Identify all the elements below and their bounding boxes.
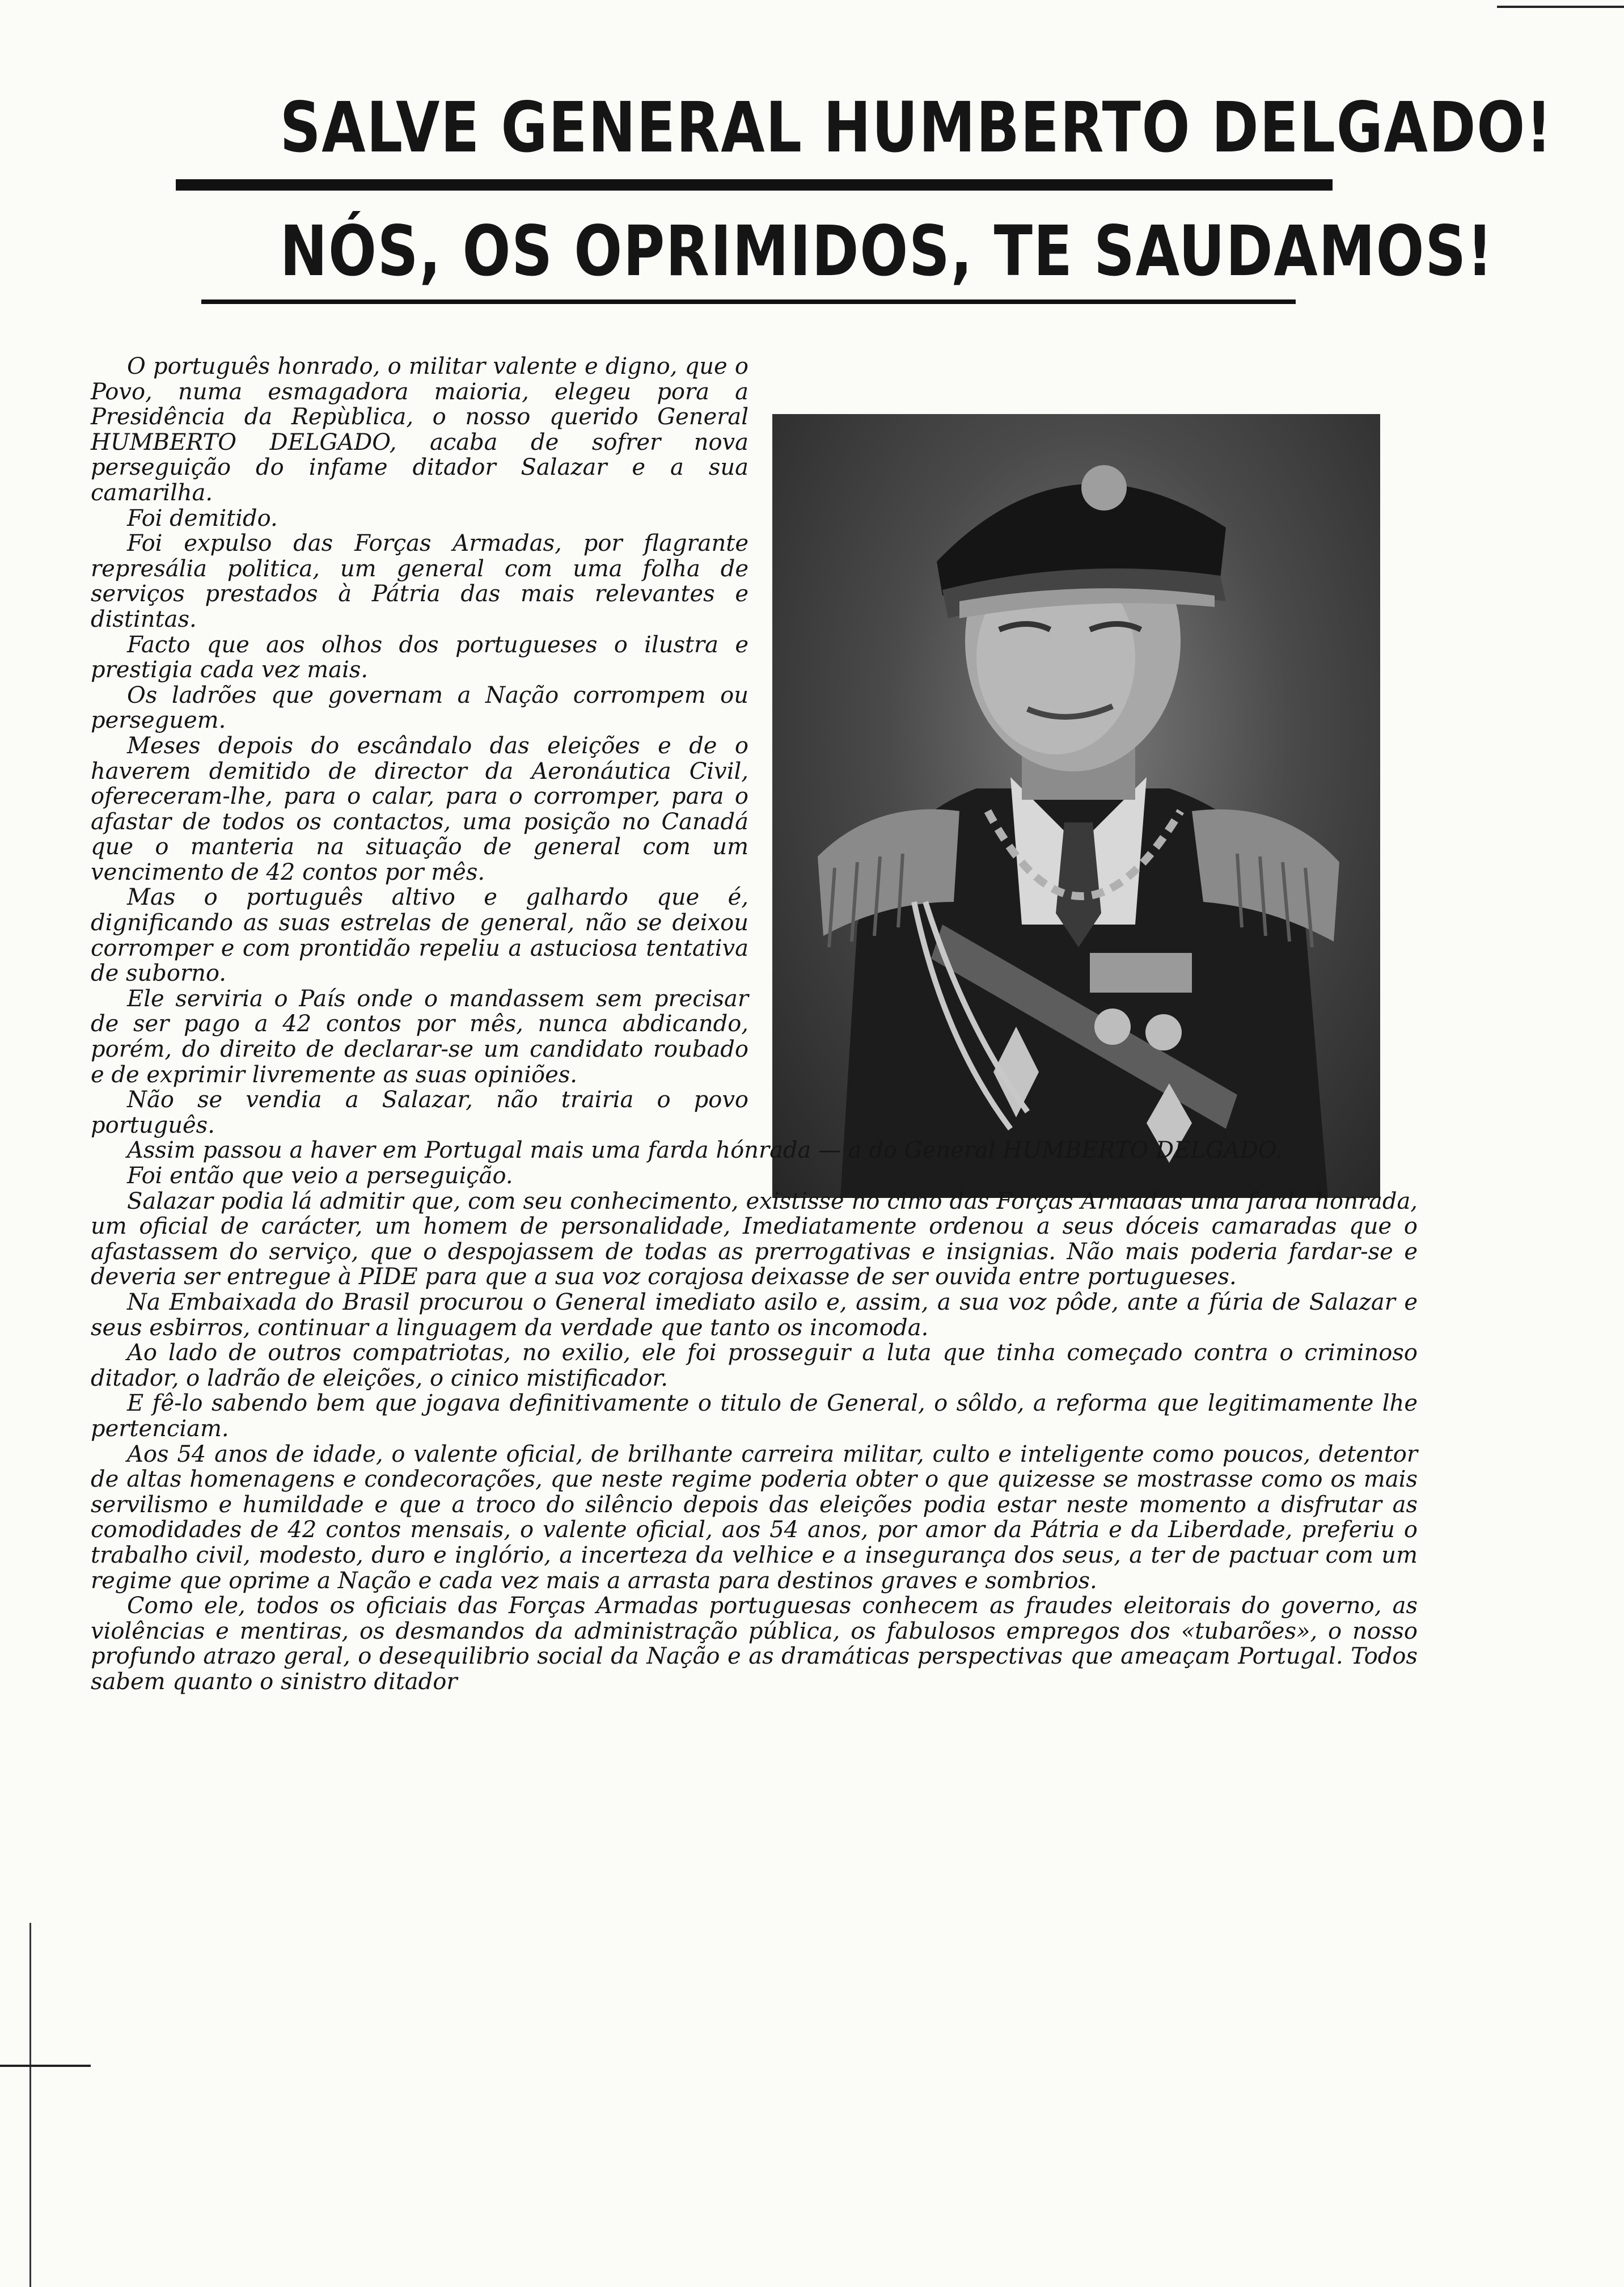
scan-edge-tick <box>0 2065 91 2067</box>
paragraph: O português honrado, o militar valente e digno, que o Povo, numa esmagadora maioria, elegeu pora a Presidência da Repùblica, o nosso querido General HUMBERTO DELGADO, acaba de sofrer nova perseguição do infame ditador Salazar e a sua camarilha. <box>91 353 748 506</box>
paragraph: Assim passou a haver em Portugal mais uma farda hónrada — a do General HUMBERTO DELGADO. <box>127 1137 1283 1164</box>
paragraph: Ele serviria o País onde o mandassem sem precisar de ser pago a 42 contos por mês, nunca abdicando, porém, do direito de declarar-se um candidato roubado e de exprimir livremente as suas opiniões. <box>91 985 748 1088</box>
paragraph: Mas o português altivo e galhardo que é, dignificando as suas estrelas de general, não se deixou corromper e com prontidão repeliu a astuciosa tentativa de suborno. <box>91 884 748 987</box>
article-body <box>91 354 1418 1694</box>
paragraph: Não se vendia a Salazar, não trairia o povo português. <box>91 1087 748 1138</box>
headline: SALVE GENERAL HUMBERTO DELGADO! <box>280 87 1553 168</box>
paragraph: Foi expulso das Forças Armadas, por flagrante represália politica, um general com uma folha de serviços prestados à Pátria das mais relevantes e distintas. <box>91 530 748 632</box>
paragraph: Na Embaixada do Brasil procurou o General imediato asilo e, assim, a sua voz pôde, ante a fúria de Salazar e seus esbirros, continuar a linguagem da verdade que tanto os incomoda. <box>91 1289 1418 1341</box>
scan-edge-top <box>1497 6 1624 8</box>
paragraph: E fê-lo sabendo bem que jogava definitivamente o titulo de General, o sôldo, a reforma que legitimamente lhe pertenciam. <box>91 1390 1418 1442</box>
paragraph: Os ladrões que governam a Nação corrompem ou perseguem. <box>91 682 748 734</box>
paragraph: Facto que aos olhos dos portugueses o ilustra e prestigia cada vez mais. <box>91 631 748 683</box>
paragraph: Foi demitido. <box>127 505 278 531</box>
paragraph: Foi então que veio a perseguição. <box>127 1163 513 1189</box>
headline-rule <box>176 179 1333 191</box>
subheadline-rule <box>201 299 1296 304</box>
paragraph: Aos 54 anos de idade, o valente oficial, de brilhante carreira militar, culto e inteligente como poucos, detentor de altas homenagens e condecorações, que neste regime poderia obter o que quizesse se mostrasse como os mais servilismo e humildade e que a troco do silêncio depois das eleições podia estar neste momento a disfrutar as comodidades de 42 contos mensais, o valente oficial, aos 54 anos, por amor da Pátria e da Liberdade, preferiu o trabalho civil, modesto, duro e inglório, a incerteza da velhice e a insegurança dos seus, a ter de pactuar com um regime que oprime a Nação e cada vez mais a arrasta para destinos graves e sombrios. <box>91 1441 1418 1594</box>
scan-edge-left <box>29 1923 31 2287</box>
paragraph: Como ele, todos os oficiais das Forças Armadas portuguesas conhecem as fraudes eleitorais do governo, as violências e mentiras, os desmandos da administração pública, os fabulosos empregos dos «tubarões», o nosso profundo atrazo geral, o desequilibrio social da Nação e as dramáticas perspectivas que ameaçam Portugal. Todos sabem quanto o sinistro ditador <box>91 1593 1418 1695</box>
paragraph: Meses depois do escândalo das eleições e de o haverem demitido de director da Aeronáutica Civil, ofereceram-lhe, para o calar, para o corromper, para o afastar de todos os contactos, uma posição no Canadá que o manteria na situação de general com um vencimento de 42 contos por mês. <box>91 732 748 885</box>
subheadline: NÓS, OS OPRIMIDOS, TE SAUDAMOS! <box>280 211 1494 292</box>
paragraph: Ao lado de outros compatriotas, no exilio, ele foi prosseguir a luta que tinha começado contra o criminoso ditador, o ladrão de eleições, o cinico mistificador. <box>91 1340 1418 1391</box>
paragraph: Salazar podia lá admitir que, com seu conhecimento, existisse no cimo das Forças Armadas uma farda honrada, um oficial de carácter, um homem de personalidade, Imediatamente ordenou a seus dóceis camaradas que o afastassem do serviço, que o despojassem de todas as prerrogativas e insignias. Não mais poderia fardar-se e deveria ser entregue à PIDE para que a sua voz corajosa deixasse de ser ouvida entre portugueses. <box>91 1188 1418 1290</box>
